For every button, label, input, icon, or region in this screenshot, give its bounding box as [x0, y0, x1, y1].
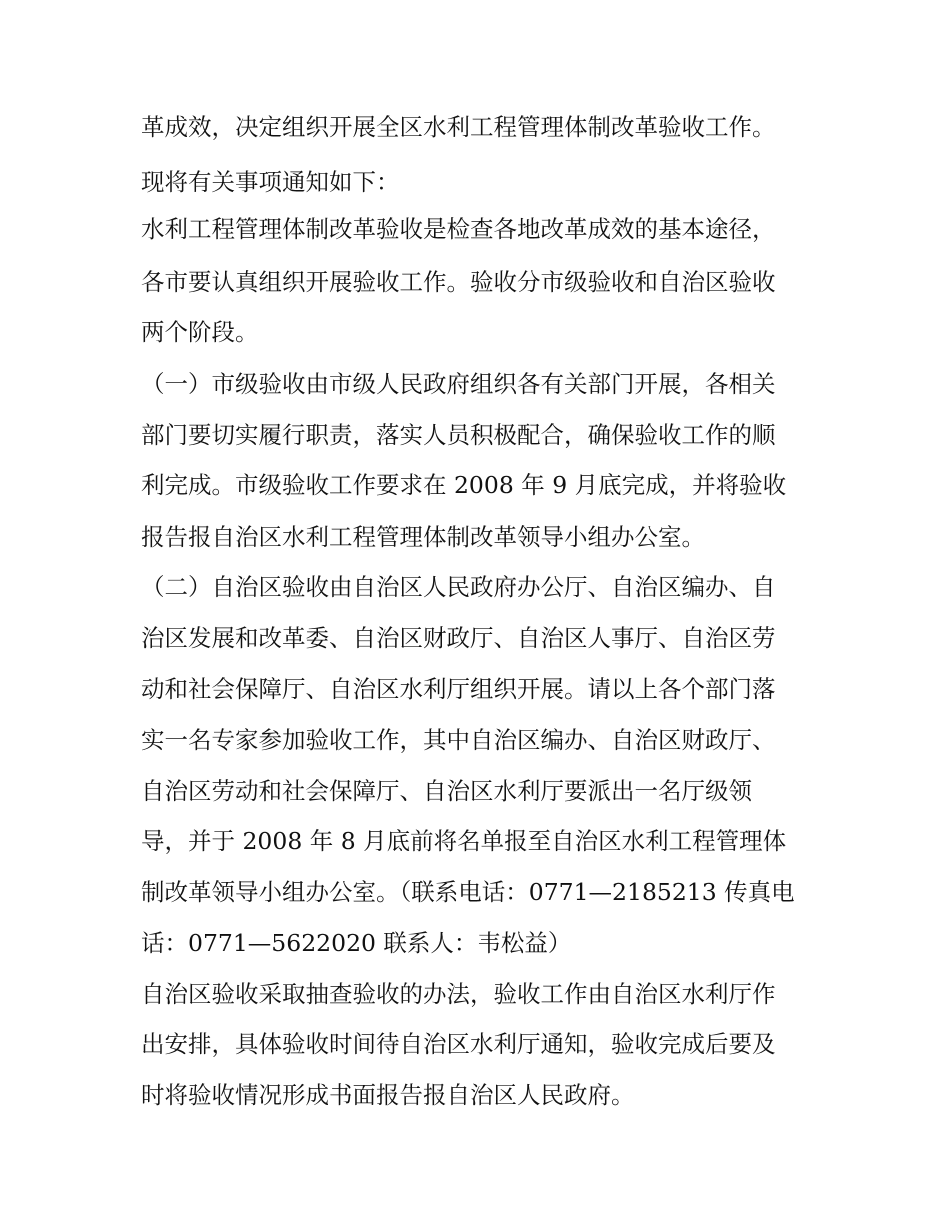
text-line: （二）自治区验收由自治区人民政府办公厅、自治区编办、自 [141, 573, 776, 601]
text-line: 时将验收情况形成书面报告报自治区人民政府。 [141, 1081, 635, 1109]
text-line: 报告报自治区水利工程管理体制改革领导小组办公室。 [141, 523, 705, 551]
text-line: 出安排，具体验收时间待自治区水利厅通知，验收完成后要及 [141, 1030, 776, 1058]
text-line: 现将有关事项通知如下： [141, 168, 400, 196]
text-line: 水利工程管理体制改革验收是检查各地改革成效的基本途径， [141, 215, 776, 243]
text-line: （一）市级验收由市级人民政府组织各有关部门开展，各相关 [141, 370, 776, 398]
text-line: 动和社会保障厅、自治区水利厅组织开展。请以上各个部门落 [141, 675, 776, 703]
text-line: 治区发展和改革委、自治区财政厅、自治区人事厅、自治区劳 [141, 624, 776, 652]
text-line: 利完成。市级验收工作要求在 2008 年 9 月底完成，并将验收 [141, 471, 787, 499]
text-line: 革成效，决定组织开展全区水利工程管理体制改革验收工作。 [141, 113, 776, 141]
text-line: 话：0771—5622020 联系人：韦松益） [141, 929, 572, 957]
text-line: 自治区劳动和社会保障厅、自治区水利厅要派出一名厅级领 [141, 777, 752, 805]
text-line: 制改革领导小组办公室。（联系电话：0771—2185213 传真电 [141, 878, 795, 906]
text-line: 导，并于 2008 年 8 月底前将名单报至自治区水利工程管理体 [141, 827, 787, 855]
text-line: 各市要认真组织开展验收工作。验收分市级验收和自治区验收 [141, 268, 776, 296]
text-line: 自治区验收采取抽查验收的办法，验收工作由自治区水利厅作 [141, 980, 776, 1008]
text-line: 部门要切实履行职责，落实人员积极配合，确保验收工作的顺 [141, 421, 776, 449]
text-line: 两个阶段。 [141, 318, 259, 346]
text-line: 实一名专家参加验收工作，其中自治区编办、自治区财政厅、 [141, 726, 776, 754]
